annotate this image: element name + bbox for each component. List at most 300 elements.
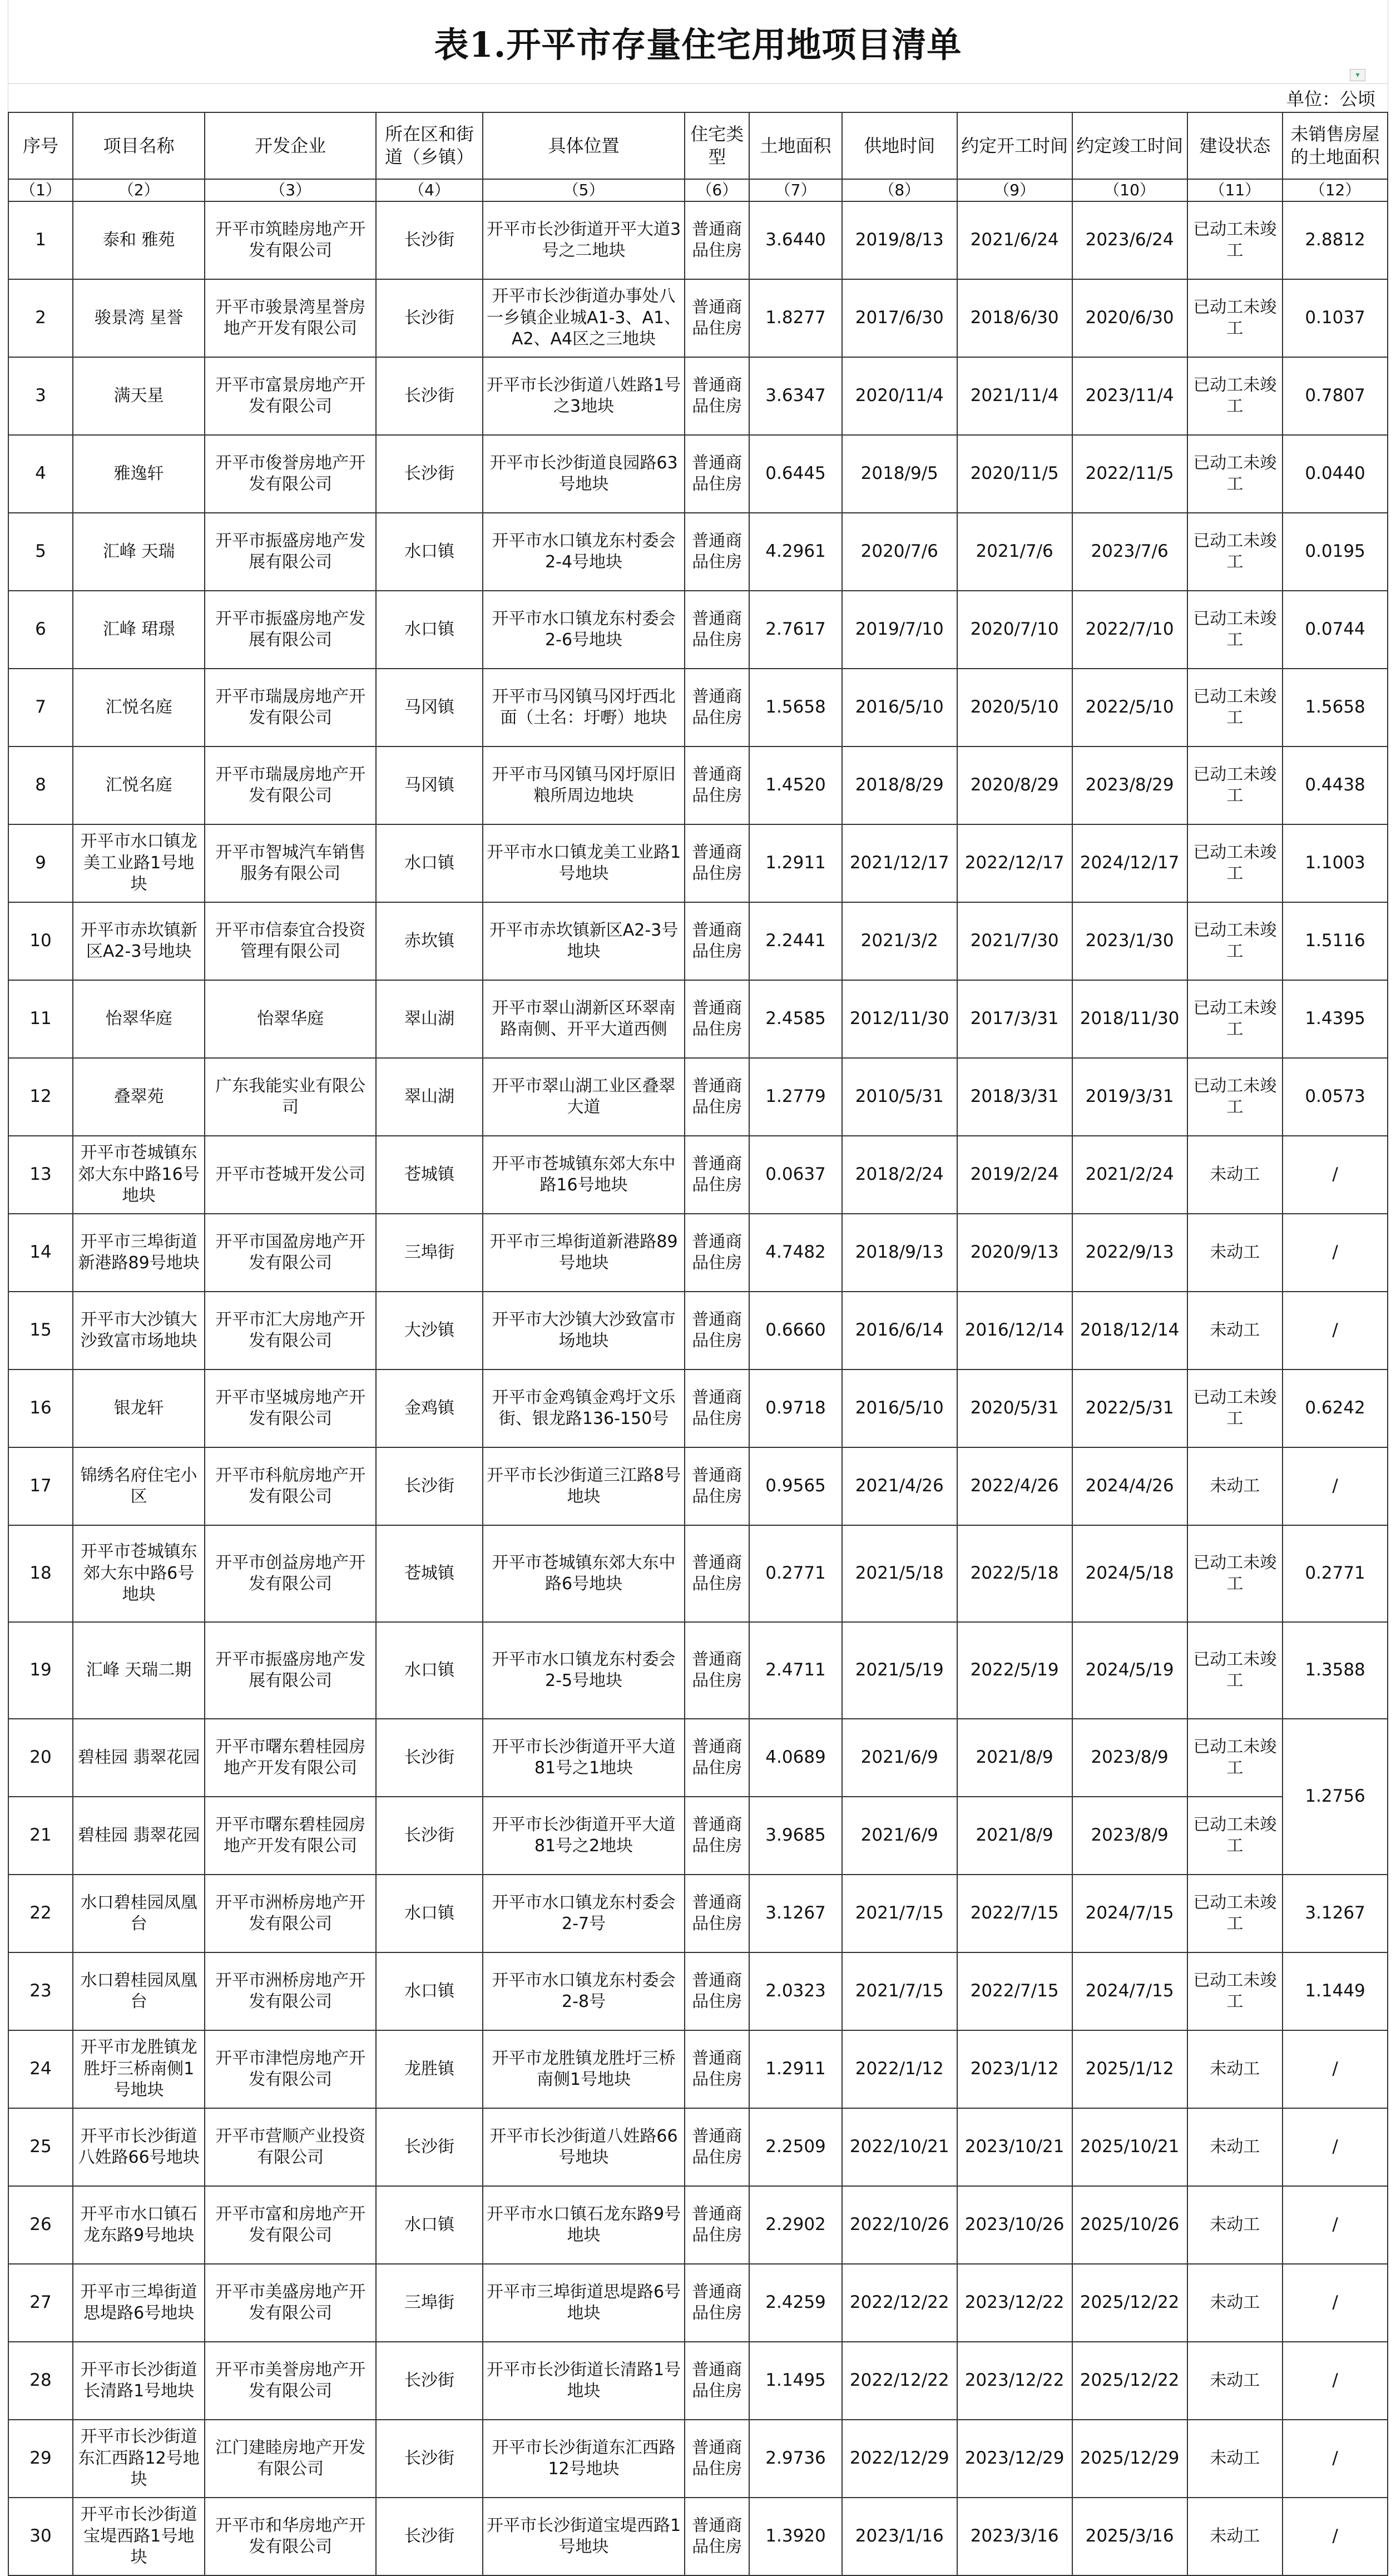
finish-date-cell: 2024/12/17	[1072, 824, 1187, 902]
unsold-area-cell: 0.0195	[1283, 513, 1388, 591]
table-row	[8, 1292, 1388, 1369]
header-cell: 序号	[8, 112, 73, 179]
unsold-area-cell: 0.1037	[1283, 279, 1388, 357]
build-status-cell: 已动工未竣工	[1187, 824, 1283, 902]
build-status-cell: 未动工	[1187, 1214, 1283, 1292]
location-cell: 开平市苍城镇东郊大东中路6号地块	[483, 1525, 685, 1622]
housing-type-cell: 普通商品住房	[685, 2264, 749, 2342]
housing-type-cell: 普通商品住房	[685, 1797, 749, 1875]
finish-date-cell: 2022/7/10	[1072, 591, 1187, 669]
start-date-cell: 2020/9/13	[957, 1214, 1072, 1292]
start-date-cell: 2021/6/24	[957, 201, 1072, 279]
table-row	[8, 1952, 1388, 2030]
build-status-cell: 已动工未竣工	[1187, 513, 1283, 591]
finish-date-cell: 2023/8/9	[1072, 1797, 1187, 1875]
district-cell: 大沙镇	[376, 1292, 483, 1369]
row-number-cell: 17	[8, 1447, 73, 1525]
supply-date-cell: 2021/4/26	[842, 1447, 957, 1525]
land-area-cell: 0.9718	[749, 1369, 842, 1447]
housing-type-cell: 普通商品住房	[685, 435, 749, 513]
title-row	[8, 0, 1388, 84]
project-name-cell: 汇峰 天瑞	[73, 513, 205, 591]
row-number-cell: 21	[8, 1797, 73, 1875]
row-number-cell: 20	[8, 1719, 73, 1797]
build-status-cell: 未动工	[1187, 2342, 1283, 2420]
unsold-area-cell: 1.1449	[1283, 1952, 1388, 2030]
unsold-area-cell: 2.8812	[1283, 201, 1388, 279]
start-date-cell: 2019/2/24	[957, 1136, 1072, 1214]
header-cell: 约定开工时间	[957, 112, 1072, 179]
unsold-area-cell: 0.7807	[1283, 357, 1388, 435]
build-status-cell: 未动工	[1187, 2498, 1283, 2575]
row-number-cell: 18	[8, 1525, 73, 1622]
start-date-cell: 2022/7/15	[957, 1952, 1072, 2030]
row-number-cell: 1	[8, 201, 73, 279]
header-cell: 住宅类型	[685, 112, 749, 179]
project-name-cell: 开平市长沙街道八姓路66号地块	[73, 2108, 205, 2186]
row-number-cell: 8	[8, 746, 73, 824]
district-cell: 三埠街	[376, 2264, 483, 2342]
finish-date-cell: 2022/9/13	[1072, 1214, 1187, 1292]
project-name-cell: 汇悦名庭	[73, 746, 205, 824]
location-cell: 开平市长沙街道办事处八一乡镇企业城A1-3、A1、A2、A4区之三地块	[483, 279, 685, 357]
row-number-cell: 23	[8, 1952, 73, 2030]
location-cell: 开平市长沙街道良园路63号地块	[483, 435, 685, 513]
unsold-area-cell: 0.2771	[1283, 1525, 1388, 1622]
unsold-area-cell: 0.4438	[1283, 746, 1388, 824]
land-area-cell: 2.2441	[749, 902, 842, 980]
project-name-cell: 开平市苍城镇东郊大东中路16号地块	[73, 1136, 205, 1214]
supply-date-cell: 2021/5/18	[842, 1525, 957, 1622]
district-cell: 金鸡镇	[376, 1369, 483, 1447]
project-name-cell: 开平市水口镇石龙东路9号地块	[73, 2186, 205, 2264]
housing-type-cell: 普通商品住房	[685, 1719, 749, 1797]
land-area-cell: 3.9685	[749, 1797, 842, 1875]
housing-type-cell: 普通商品住房	[685, 746, 749, 824]
project-name-cell: 怡翠华庭	[73, 980, 205, 1058]
project-name-cell: 开平市长沙街道长清路1号地块	[73, 2342, 205, 2420]
row-number-cell: 7	[8, 669, 73, 746]
location-cell: 开平市大沙镇大沙致富市场地块	[483, 1292, 685, 1369]
row-number-cell: 29	[8, 2420, 73, 2498]
table-row	[8, 1525, 1388, 1622]
district-cell: 长沙街	[376, 2420, 483, 2498]
index-cell: （3）	[205, 179, 376, 201]
land-area-cell: 1.2911	[749, 2030, 842, 2108]
developer-cell: 开平市汇大房地产开发有限公司	[205, 1292, 376, 1369]
row-number-cell: 15	[8, 1292, 73, 1369]
supply-date-cell: 2020/11/4	[842, 357, 957, 435]
project-name-cell: 水口碧桂园凤凰台	[73, 1875, 205, 1952]
build-status-cell: 未动工	[1187, 1447, 1283, 1525]
housing-type-cell: 普通商品住房	[685, 1292, 749, 1369]
housing-type-cell: 普通商品住房	[685, 902, 749, 980]
build-status-cell: 未动工	[1187, 2108, 1283, 2186]
finish-date-cell: 2025/12/22	[1072, 2342, 1187, 2420]
row-number-cell: 24	[8, 2030, 73, 2108]
developer-cell: 广东我能实业有限公司	[205, 1058, 376, 1136]
district-cell: 苍城镇	[376, 1525, 483, 1622]
table-row	[8, 902, 1388, 980]
start-date-cell: 2017/3/31	[957, 980, 1072, 1058]
location-cell: 开平市长沙街道八姓路1号之3地块	[483, 357, 685, 435]
supply-date-cell: 2021/6/9	[842, 1719, 957, 1797]
district-cell: 长沙街	[376, 1447, 483, 1525]
supply-date-cell: 2021/6/9	[842, 1797, 957, 1875]
district-cell: 长沙街	[376, 2498, 483, 2575]
finish-date-cell: 2023/8/9	[1072, 1719, 1187, 1797]
start-date-cell: 2023/12/22	[957, 2342, 1072, 2420]
unsold-area-cell: /	[1283, 2420, 1388, 2498]
district-cell: 三埠街	[376, 1214, 483, 1292]
finish-date-cell: 2023/8/29	[1072, 746, 1187, 824]
supply-date-cell: 2022/1/12	[842, 2030, 957, 2108]
row-number-cell: 22	[8, 1875, 73, 1952]
finish-date-cell: 2024/7/15	[1072, 1875, 1187, 1952]
project-name-cell: 骏景湾 星誉	[73, 279, 205, 357]
supply-date-cell: 2019/7/10	[842, 591, 957, 669]
housing-type-cell: 普通商品住房	[685, 1952, 749, 2030]
project-name-cell: 叠翠苑	[73, 1058, 205, 1136]
build-status-cell: 已动工未竣工	[1187, 279, 1283, 357]
row-number-cell: 9	[8, 824, 73, 902]
start-date-cell: 2022/5/18	[957, 1525, 1072, 1622]
index-cell: （9）	[957, 179, 1072, 201]
table-row	[8, 1136, 1388, 1214]
housing-type-cell: 普通商品住房	[685, 1214, 749, 1292]
index-cell: （8）	[842, 179, 957, 201]
index-row	[8, 179, 1388, 201]
project-name-cell: 开平市赤坎镇新区A2-3号地块	[73, 902, 205, 980]
row-number-cell: 12	[8, 1058, 73, 1136]
build-status-cell: 已动工未竣工	[1187, 201, 1283, 279]
project-name-cell: 泰和 雅苑	[73, 201, 205, 279]
location-cell: 开平市长沙街道长清路1号地块	[483, 2342, 685, 2420]
housing-type-cell: 普通商品住房	[685, 357, 749, 435]
developer-cell: 开平市曙东碧桂园房地产开发有限公司	[205, 1719, 376, 1797]
district-cell: 长沙街	[376, 1797, 483, 1875]
location-cell: 开平市长沙街道开平大道3号之二地块	[483, 201, 685, 279]
row-number-cell: 19	[8, 1622, 73, 1719]
district-cell: 水口镇	[376, 1875, 483, 1952]
start-date-cell: 2016/12/14	[957, 1292, 1072, 1369]
land-area-cell: 2.4585	[749, 980, 842, 1058]
start-date-cell: 2020/11/5	[957, 435, 1072, 513]
row-number-cell: 4	[8, 435, 73, 513]
build-status-cell: 已动工未竣工	[1187, 669, 1283, 746]
index-cell: （10）	[1072, 179, 1187, 201]
housing-type-cell: 普通商品住房	[685, 2186, 749, 2264]
build-status-cell: 已动工未竣工	[1187, 1058, 1283, 1136]
district-cell: 水口镇	[376, 591, 483, 669]
row-number-cell: 14	[8, 1214, 73, 1292]
project-name-cell: 开平市长沙街道东汇西路12号地块	[73, 2420, 205, 2498]
location-cell: 开平市长沙街道三江路8号地块	[483, 1447, 685, 1525]
row-number-cell: 11	[8, 980, 73, 1058]
land-area-cell: 1.5658	[749, 669, 842, 746]
district-cell: 水口镇	[376, 513, 483, 591]
unsold-area-cell: 0.0440	[1283, 435, 1388, 513]
housing-type-cell: 普通商品住房	[685, 1136, 749, 1214]
developer-cell: 江门建睦房地产开发有限公司	[205, 2420, 376, 2498]
unsold-area-cell: 1.2756	[1283, 1719, 1388, 1875]
unit-label: 单位：公顷	[1286, 88, 1375, 110]
unsold-area-cell: /	[1283, 1136, 1388, 1214]
row-number-cell: 16	[8, 1369, 73, 1447]
district-cell: 龙胜镇	[376, 2030, 483, 2108]
row-number-cell: 26	[8, 2186, 73, 2264]
supply-date-cell: 2018/2/24	[842, 1136, 957, 1214]
row-number-cell: 6	[8, 591, 73, 669]
finish-date-cell: 2023/1/30	[1072, 902, 1187, 980]
start-date-cell: 2022/12/17	[957, 824, 1072, 902]
land-area-cell: 1.4520	[749, 746, 842, 824]
land-area-cell: 2.4711	[749, 1622, 842, 1719]
unsold-area-cell: 0.6242	[1283, 1369, 1388, 1447]
district-cell: 长沙街	[376, 2108, 483, 2186]
land-area-cell: 3.1267	[749, 1875, 842, 1952]
table-row	[8, 435, 1388, 513]
land-area-cell: 1.2911	[749, 824, 842, 902]
location-cell: 开平市翠山湖新区环翠南路南侧、开平大道西侧	[483, 980, 685, 1058]
location-cell: 开平市长沙街道东汇西路12号地块	[483, 2420, 685, 2498]
land-area-cell: 2.7617	[749, 591, 842, 669]
table-row	[8, 1797, 1388, 1875]
unsold-area-cell: /	[1283, 1447, 1388, 1525]
index-cell: （4）	[376, 179, 483, 201]
supply-date-cell: 2018/9/5	[842, 435, 957, 513]
index-cell: （7）	[749, 179, 842, 201]
supply-date-cell: 2019/8/13	[842, 201, 957, 279]
index-cell: （2）	[73, 179, 205, 201]
district-cell: 长沙街	[376, 357, 483, 435]
build-status-cell: 未动工	[1187, 1292, 1283, 1369]
housing-type-cell: 普通商品住房	[685, 2498, 749, 2575]
land-area-cell: 3.6440	[749, 201, 842, 279]
build-status-cell: 已动工未竣工	[1187, 435, 1283, 513]
project-name-cell: 碧桂园 翡翠花园	[73, 1719, 205, 1797]
unsold-area-cell: /	[1283, 2342, 1388, 2420]
developer-cell: 开平市创益房地产开发有限公司	[205, 1525, 376, 1622]
developer-cell: 开平市富景房地产开发有限公司	[205, 357, 376, 435]
table-row	[8, 2186, 1388, 2264]
location-cell: 开平市龙胜镇龙胜圩三桥南侧1号地块	[483, 2030, 685, 2108]
project-name-cell: 汇峰 天瑞二期	[73, 1622, 205, 1719]
finish-date-cell: 2022/11/5	[1072, 435, 1187, 513]
finish-date-cell: 2025/10/21	[1072, 2108, 1187, 2186]
start-date-cell: 2020/7/10	[957, 591, 1072, 669]
start-date-cell: 2021/11/4	[957, 357, 1072, 435]
location-cell: 开平市马冈镇马冈圩原旧粮所周边地块	[483, 746, 685, 824]
table-row	[8, 591, 1388, 669]
developer-cell: 怡翠华庭	[205, 980, 376, 1058]
build-status-cell: 已动工未竣工	[1187, 1525, 1283, 1622]
start-date-cell: 2020/5/10	[957, 669, 1072, 746]
developer-cell: 开平市科航房地产开发有限公司	[205, 1447, 376, 1525]
developer-cell: 开平市坚城房地产开发有限公司	[205, 1369, 376, 1447]
filter-dropdown-icon[interactable]: ▾	[1350, 69, 1365, 81]
supply-date-cell: 2022/12/29	[842, 2420, 957, 2498]
district-cell: 长沙街	[376, 435, 483, 513]
supply-date-cell: 2018/9/13	[842, 1214, 957, 1292]
land-area-cell: 3.6347	[749, 357, 842, 435]
housing-type-cell: 普通商品住房	[685, 201, 749, 279]
index-cell: （12）	[1283, 179, 1388, 201]
table-row	[8, 2108, 1388, 2186]
table-row	[8, 357, 1388, 435]
housing-type-cell: 普通商品住房	[685, 513, 749, 591]
build-status-cell: 已动工未竣工	[1187, 1952, 1283, 2030]
housing-type-cell: 普通商品住房	[685, 1447, 749, 1525]
project-name-cell: 开平市苍城镇东郊大东中路6号地块	[73, 1525, 205, 1622]
finish-date-cell: 2021/2/24	[1072, 1136, 1187, 1214]
location-cell: 开平市三埠街道思堤路6号地块	[483, 2264, 685, 2342]
land-area-cell: 4.7482	[749, 1214, 842, 1292]
table-body	[8, 201, 1388, 2575]
build-status-cell: 已动工未竣工	[1187, 1622, 1283, 1719]
location-cell: 开平市水口镇龙东村委会2-5号地块	[483, 1622, 685, 1719]
build-status-cell: 已动工未竣工	[1187, 591, 1283, 669]
district-cell: 水口镇	[376, 1622, 483, 1719]
district-cell: 翠山湖	[376, 1058, 483, 1136]
land-area-cell: 2.2509	[749, 2108, 842, 2186]
finish-date-cell: 2022/5/10	[1072, 669, 1187, 746]
build-status-cell: 未动工	[1187, 1136, 1283, 1214]
housing-type-cell: 普通商品住房	[685, 2108, 749, 2186]
table-row	[8, 2342, 1388, 2420]
table-row	[8, 824, 1388, 902]
build-status-cell: 未动工	[1187, 2420, 1283, 2498]
table-row	[8, 279, 1388, 357]
table-row	[8, 2264, 1388, 2342]
index-cell: （1）	[8, 179, 73, 201]
supply-date-cell: 2022/10/26	[842, 2186, 957, 2264]
housing-type-cell: 普通商品住房	[685, 1622, 749, 1719]
developer-cell: 开平市美盛房地产开发有限公司	[205, 2264, 376, 2342]
housing-type-cell: 普通商品住房	[685, 591, 749, 669]
start-date-cell: 2018/6/30	[957, 279, 1072, 357]
location-cell: 开平市金鸡镇金鸡圩文乐街、银龙路136-150号	[483, 1369, 685, 1447]
land-table	[8, 112, 1388, 2576]
unsold-area-cell: 1.4395	[1283, 980, 1388, 1058]
table-row	[8, 1369, 1388, 1447]
header-row	[8, 112, 1388, 179]
location-cell: 开平市马冈镇马冈圩西北面（土名：圩嘢）地块	[483, 669, 685, 746]
index-cell: （6）	[685, 179, 749, 201]
developer-cell: 开平市振盛房地产发展有限公司	[205, 591, 376, 669]
build-status-cell: 已动工未竣工	[1187, 902, 1283, 980]
developer-cell: 开平市曙东碧桂园房地产开发有限公司	[205, 1797, 376, 1875]
location-cell: 开平市水口镇龙东村委会2-6号地块	[483, 591, 685, 669]
finish-date-cell: 2022/5/31	[1072, 1369, 1187, 1447]
housing-type-cell: 普通商品住房	[685, 1058, 749, 1136]
location-cell: 开平市赤坎镇新区A2-3号地块	[483, 902, 685, 980]
start-date-cell: 2022/4/26	[957, 1447, 1072, 1525]
unsold-area-cell: 3.1267	[1283, 1875, 1388, 1952]
location-cell: 开平市水口镇龙东村委会2-4号地块	[483, 513, 685, 591]
district-cell: 马冈镇	[376, 669, 483, 746]
finish-date-cell: 2024/5/19	[1072, 1622, 1187, 1719]
table-row	[8, 980, 1388, 1058]
location-cell: 开平市长沙街道开平大道81号之2地块	[483, 1797, 685, 1875]
developer-cell: 开平市骏景湾星誉房地产开发有限公司	[205, 279, 376, 357]
project-name-cell: 开平市水口镇龙美工业路1号地块	[73, 824, 205, 902]
row-number-cell: 3	[8, 357, 73, 435]
page-title: 表1.开平市存量住宅用地项目清单	[434, 24, 962, 65]
finish-date-cell: 2025/10/26	[1072, 2186, 1187, 2264]
housing-type-cell: 普通商品住房	[685, 2342, 749, 2420]
table-row	[8, 1719, 1388, 1797]
start-date-cell: 2023/12/22	[957, 2264, 1072, 2342]
build-status-cell: 已动工未竣工	[1187, 1875, 1283, 1952]
index-cell: （11）	[1187, 179, 1283, 201]
spreadsheet	[8, 0, 1388, 2576]
project-name-cell: 开平市大沙镇大沙致富市场地块	[73, 1292, 205, 1369]
finish-date-cell: 2025/1/12	[1072, 2030, 1187, 2108]
row-number-cell: 27	[8, 2264, 73, 2342]
start-date-cell: 2022/7/15	[957, 1875, 1072, 1952]
table-row	[8, 201, 1388, 279]
project-name-cell: 雅逸轩	[73, 435, 205, 513]
finish-date-cell: 2020/6/30	[1072, 279, 1187, 357]
land-area-cell: 2.9736	[749, 2420, 842, 2498]
unsold-area-cell: /	[1283, 1214, 1388, 1292]
project-name-cell: 满天星	[73, 357, 205, 435]
index-cell: （5）	[483, 179, 685, 201]
start-date-cell: 2023/10/26	[957, 2186, 1072, 2264]
unsold-area-cell: /	[1283, 1292, 1388, 1369]
finish-date-cell: 2019/3/31	[1072, 1058, 1187, 1136]
build-status-cell: 已动工未竣工	[1187, 357, 1283, 435]
supply-date-cell: 2022/12/22	[842, 2264, 957, 2342]
developer-cell: 开平市富和房地产开发有限公司	[205, 2186, 376, 2264]
developer-cell: 开平市振盛房地产发展有限公司	[205, 1622, 376, 1719]
start-date-cell: 2022/5/19	[957, 1622, 1072, 1719]
finish-date-cell: 2024/7/15	[1072, 1952, 1187, 2030]
table-row	[8, 2498, 1388, 2575]
district-cell: 水口镇	[376, 824, 483, 902]
row-number-cell: 5	[8, 513, 73, 591]
unsold-area-cell: 1.3588	[1283, 1622, 1388, 1719]
supply-date-cell: 2021/7/15	[842, 1875, 957, 1952]
table-row	[8, 1447, 1388, 1525]
location-cell: 开平市长沙街道宝堤西路1号地块	[483, 2498, 685, 2575]
finish-date-cell: 2023/7/6	[1072, 513, 1187, 591]
developer-cell: 开平市美誉房地产开发有限公司	[205, 2342, 376, 2420]
supply-date-cell: 2023/1/16	[842, 2498, 957, 2575]
developer-cell: 开平市瑞晟房地产开发有限公司	[205, 669, 376, 746]
header-cell: 开发企业	[205, 112, 376, 179]
district-cell: 长沙街	[376, 201, 483, 279]
project-name-cell: 开平市三埠街道思堤路6号地块	[73, 2264, 205, 2342]
start-date-cell: 2021/7/6	[957, 513, 1072, 591]
build-status-cell: 已动工未竣工	[1187, 1369, 1283, 1447]
unsold-area-cell: 1.5658	[1283, 669, 1388, 746]
project-name-cell: 碧桂园 翡翠花园	[73, 1797, 205, 1875]
developer-cell: 开平市筑睦房地产开发有限公司	[205, 201, 376, 279]
supply-date-cell: 2021/7/15	[842, 1952, 957, 2030]
housing-type-cell: 普通商品住房	[685, 2420, 749, 2498]
header-cell: 约定竣工时间	[1072, 112, 1187, 179]
district-cell: 长沙街	[376, 2342, 483, 2420]
header-cell: 所在区和街道（乡镇）	[376, 112, 483, 179]
district-cell: 水口镇	[376, 1952, 483, 2030]
finish-date-cell: 2023/11/4	[1072, 357, 1187, 435]
header-cell: 未销售房屋的土地面积	[1283, 112, 1388, 179]
header-cell: 土地面积	[749, 112, 842, 179]
unit-row	[8, 84, 1388, 112]
start-date-cell: 2023/10/21	[957, 2108, 1072, 2186]
